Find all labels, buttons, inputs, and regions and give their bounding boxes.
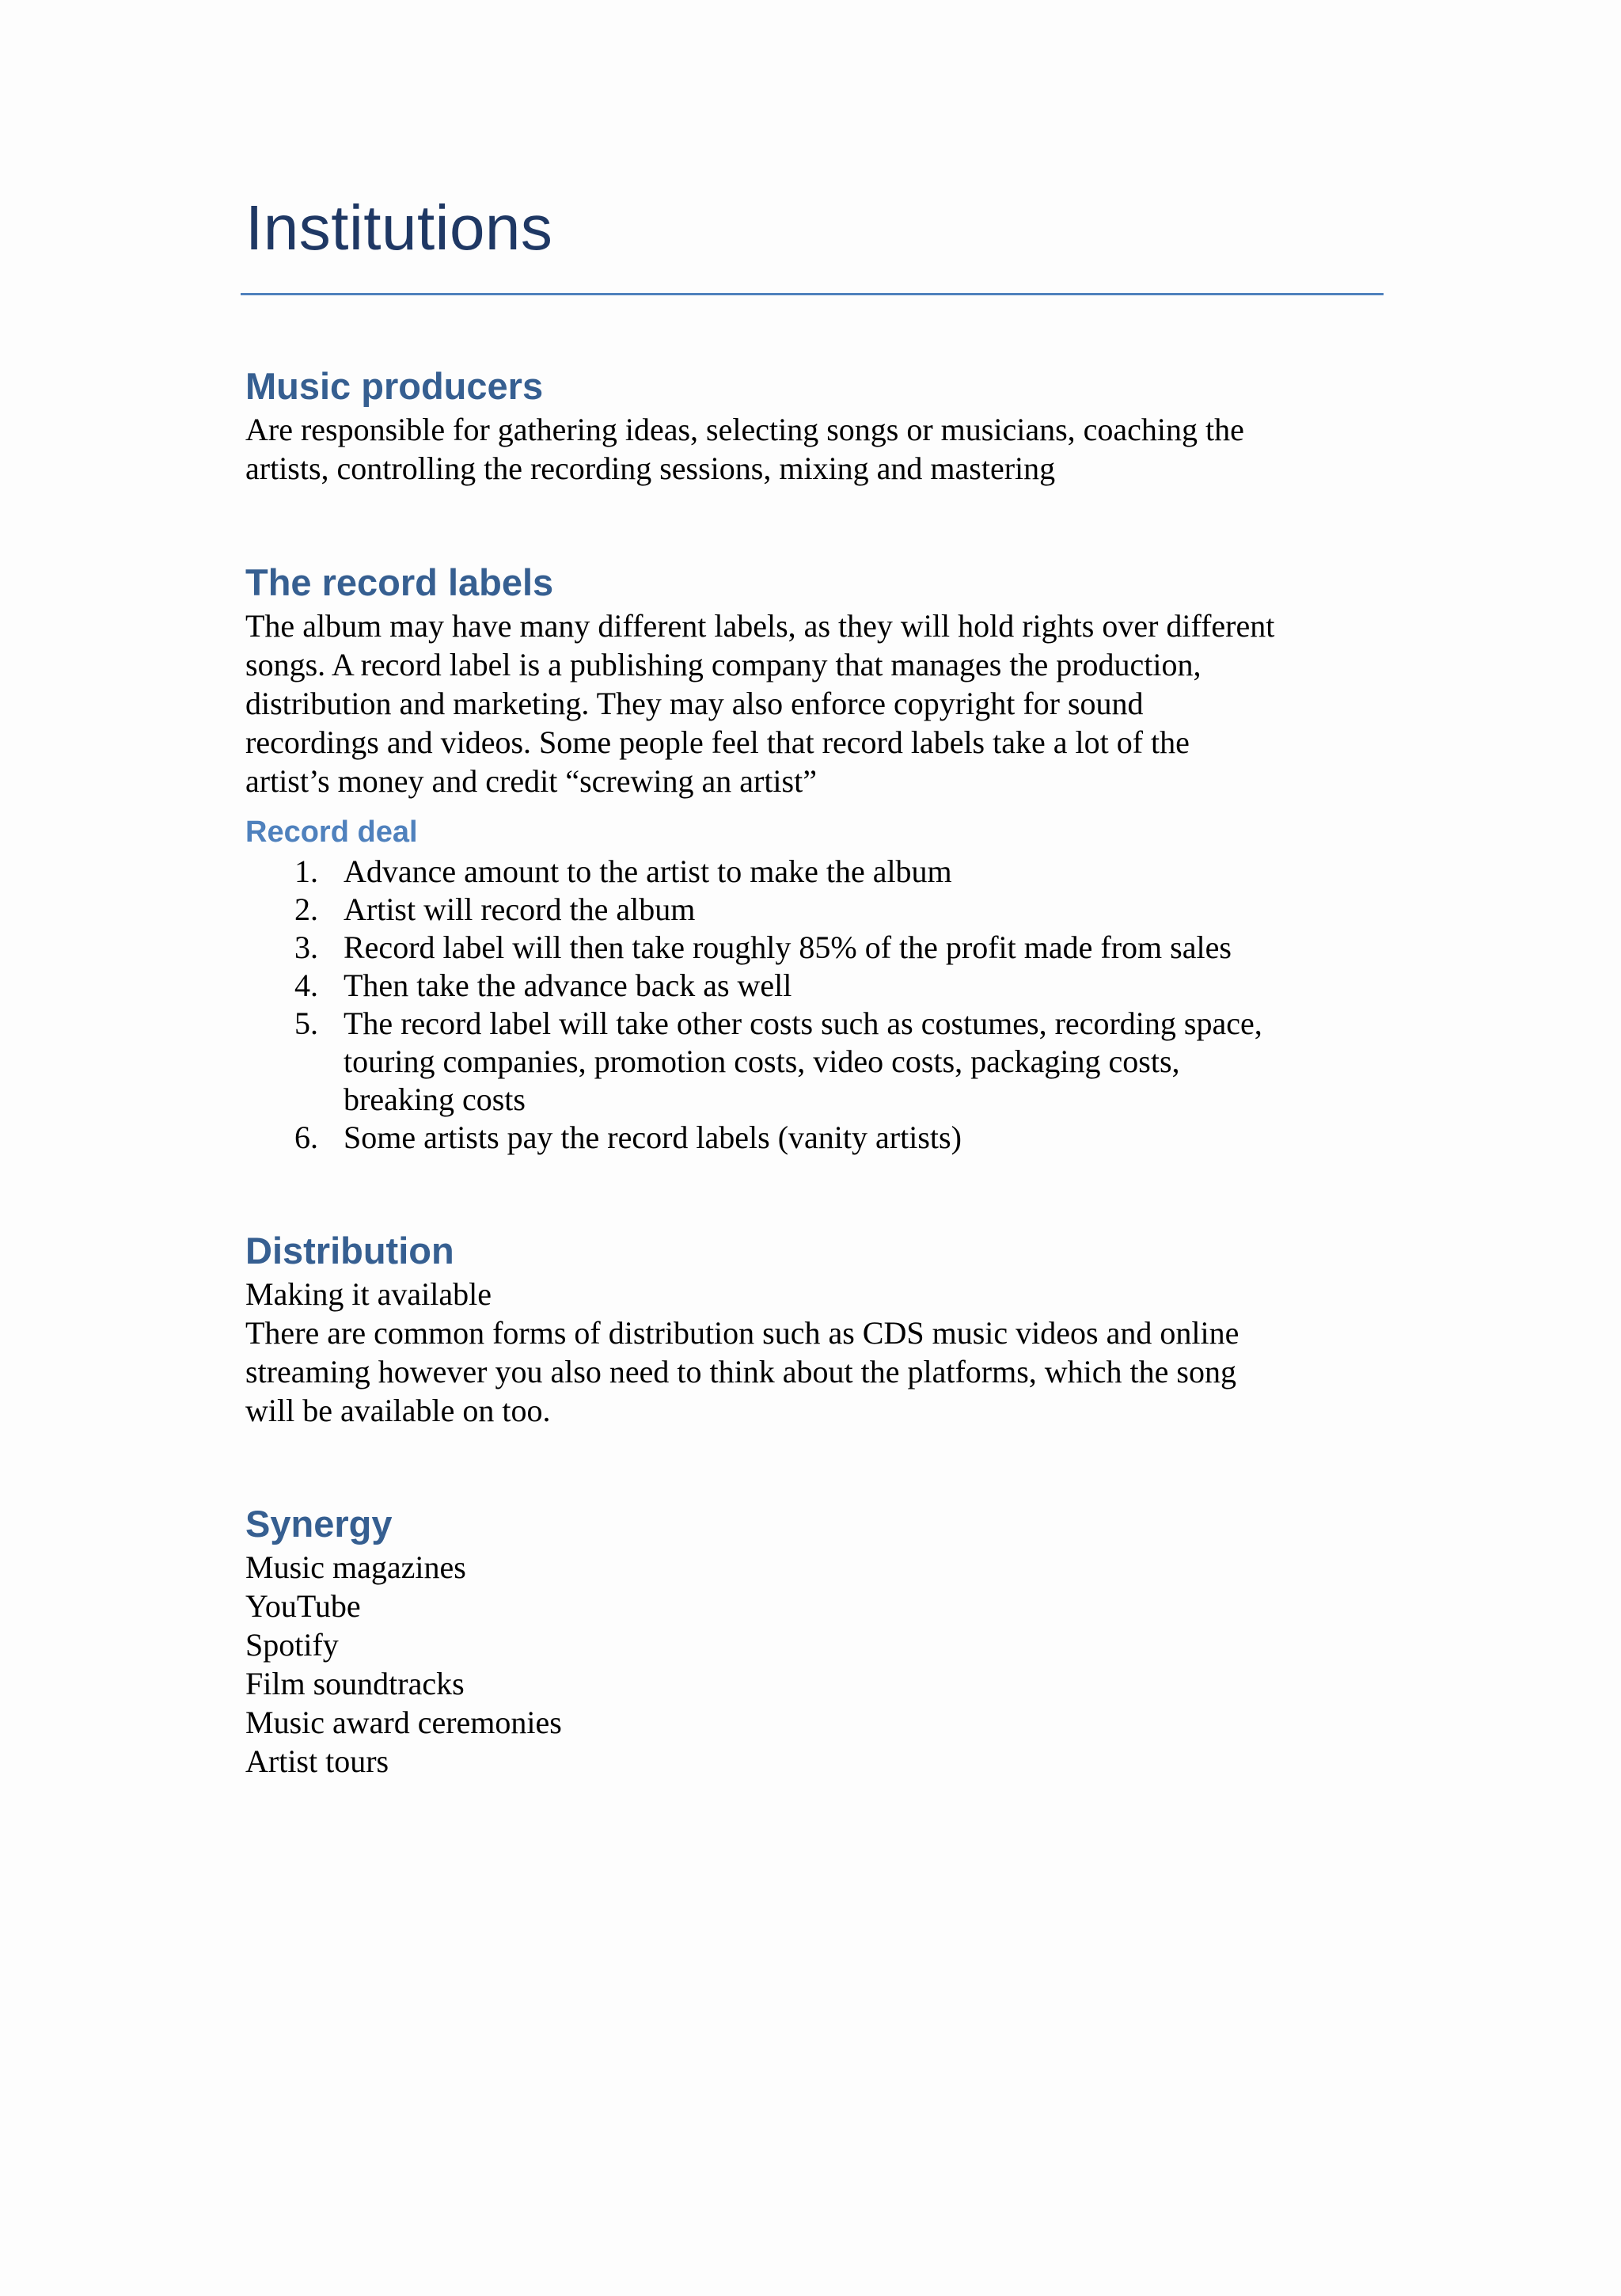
subsection-heading: Record deal — [245, 815, 418, 849]
section-heading: Synergy — [245, 1503, 393, 1545]
section-music-producers — [245, 363, 1385, 488]
body-line: distribution and marketing. They may also enforce copyright for sound — [245, 686, 1144, 721]
section-distribution — [245, 1227, 1385, 1430]
list-item-line: Artist will record the album — [344, 891, 696, 927]
list-item — [245, 1005, 1385, 1119]
body-line: streaming however you also need to think about the platforms, which the song — [245, 1354, 1236, 1389]
list-item: Film soundtracks — [245, 1666, 465, 1701]
section-synergy — [245, 1500, 1385, 1781]
section-heading: Music producers — [245, 365, 544, 407]
list-item — [245, 891, 1385, 929]
list-item-line: Advance amount to the artist to make the album — [344, 853, 952, 889]
document-content — [245, 190, 1385, 1779]
list-item: Music magazines — [245, 1549, 466, 1585]
list-item-line: The record label will take other costs such as costumes, recording space, — [344, 1005, 1262, 1041]
body-line: artists, controlling the recording sessions, mixing and mastering — [245, 450, 1056, 486]
section-body — [245, 1275, 1385, 1430]
section-record-labels — [245, 559, 1385, 1157]
list-item-line: Record label will then take roughly 85% of the profit made from sales — [344, 929, 1232, 965]
body-line: recordings and videos. Some people feel that record labels take a lot of the — [245, 724, 1190, 760]
list-item — [245, 853, 1385, 891]
section-heading: The record labels — [245, 561, 554, 603]
list-item: Artist tours — [245, 1743, 389, 1779]
list-number: 2. — [294, 891, 318, 927]
list-item: Spotify — [245, 1627, 339, 1663]
section-body — [245, 606, 1385, 800]
body-line: songs. A record label is a publishing company that manages the production, — [245, 647, 1202, 682]
list-item-line: Some artists pay the record labels (vanity artists) — [344, 1119, 962, 1155]
list-item — [245, 967, 1385, 1005]
list-item-line: Then take the advance back as well — [344, 967, 792, 1003]
list-item: Music award ceremonies — [245, 1705, 562, 1740]
body-line: will be available on too. — [245, 1393, 551, 1428]
list-item-line: breaking costs — [344, 1081, 526, 1117]
section-heading: Distribution — [245, 1230, 454, 1272]
record-deal-list — [245, 853, 1385, 1157]
body-line: artist’s money and credit “screwing an artist” — [245, 763, 817, 799]
title-underline — [241, 293, 1384, 295]
list-number: 5. — [294, 1005, 318, 1041]
section-body — [245, 410, 1385, 488]
list-item-line: touring companies, promotion costs, video costs, packaging costs, — [344, 1043, 1180, 1079]
list-item — [245, 1119, 1385, 1157]
synergy-list — [245, 1548, 1385, 1781]
list-item: YouTube — [245, 1588, 361, 1624]
body-line: The album may have many different labels, as they will hold rights over different — [245, 608, 1275, 644]
list-number: 3. — [294, 929, 318, 965]
list-number: 4. — [294, 967, 318, 1003]
list-number: 1. — [294, 853, 318, 889]
body-line: Are responsible for gathering ideas, selecting songs or musicians, coaching the — [245, 412, 1244, 447]
list-number: 6. — [294, 1119, 318, 1155]
page-title: Institutions — [245, 192, 553, 263]
body-line: There are common forms of distribution such as CDS music videos and online — [245, 1315, 1239, 1351]
body-line: Making it available — [245, 1276, 492, 1312]
list-item — [245, 929, 1385, 967]
